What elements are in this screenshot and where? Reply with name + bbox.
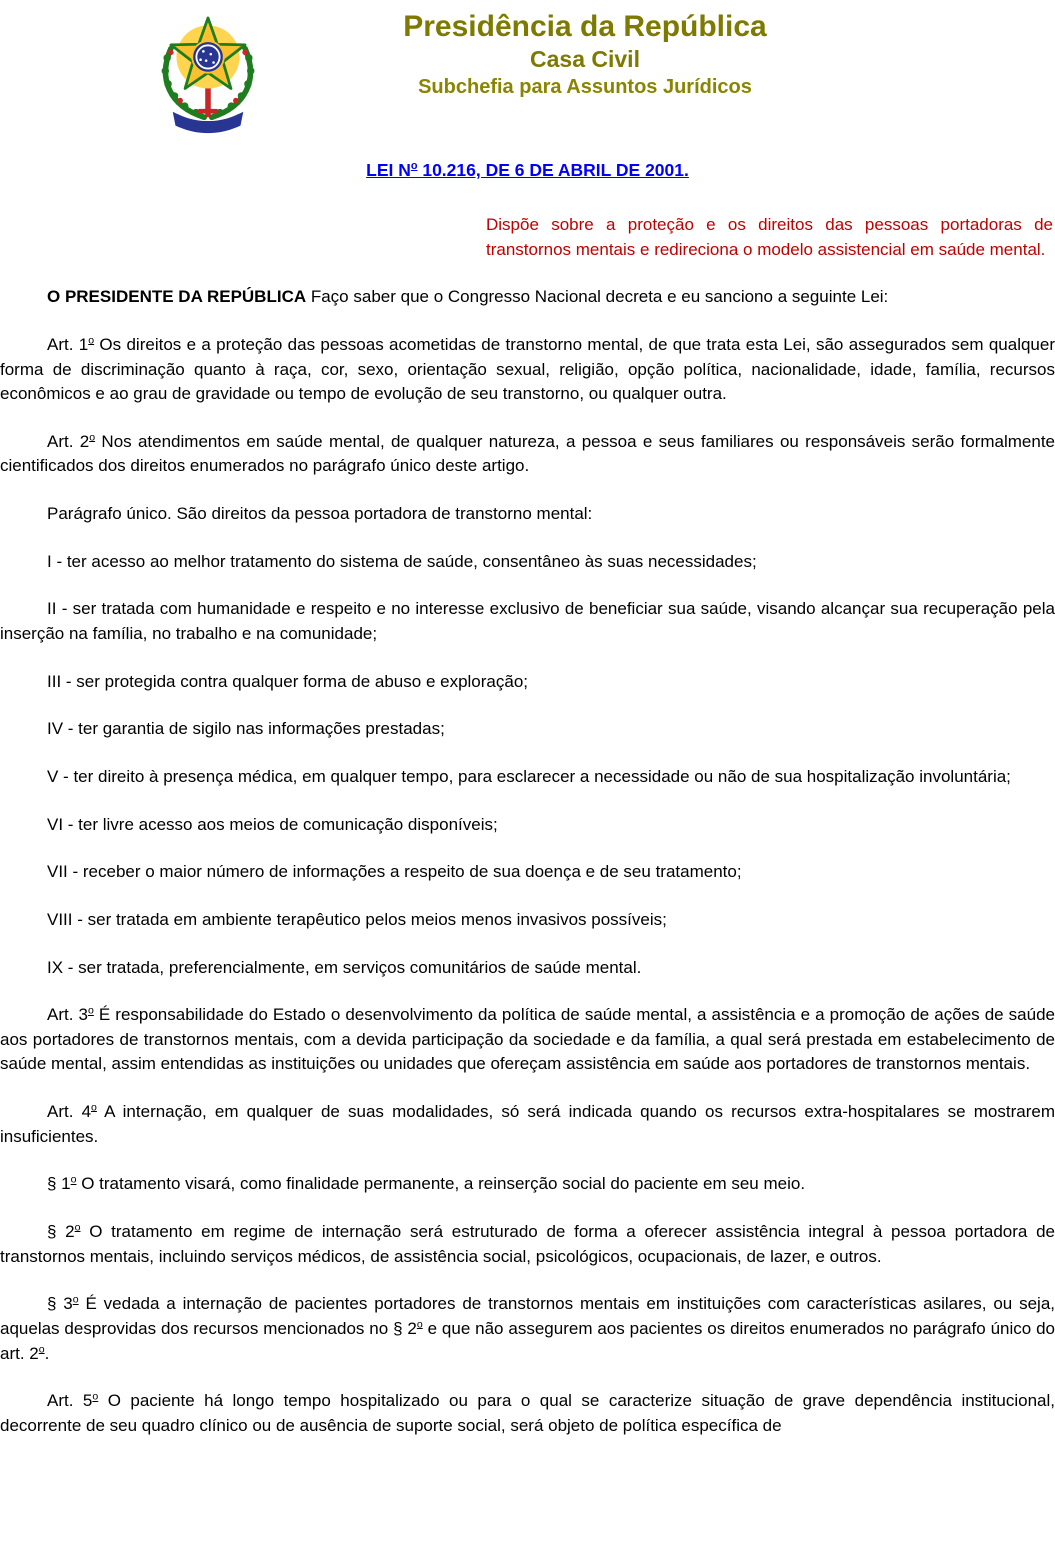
law-epigraph: Dispõe sobre a proteção e os direitos das pessoas portadoras de transtornos mentais e redireciona o modelo assistencial em saúde mental. xyxy=(486,215,1053,259)
paragraph-art-5: Art. 5$^o$ O paciente há longo tempo hospitalizado ou para o qual se caracterize situação de grave dependência institucional, decorrente de seu quadro clínico ou de ausência de suporte social, será objeto de política específica de xyxy=(0,1390,1055,1435)
paragraph-item-vi: VI - ter livre acesso aos meios de comunicação disponíveis; xyxy=(47,814,498,834)
paragraph-item-ii: II - ser tratada com humanidade e respeito e no interesse exclusivo de beneficiar sua saúde, visando alcançar sua recuperação pela inserção na família, no trabalho e na comunidade; xyxy=(0,599,1055,644)
paragraph-art-4-par-2: § 2$^o$ O tratamento em regime de internação será estruturado de forma a oferecer assistência integral à pessoa portadora de transtornos mentais, incluindo serviços médicos, de assistência social, psicológicos, ocupacionais, de lazer, e outros. xyxy=(0,1221,1055,1266)
paragraph-preamble: O PRESIDENTE DA REPÚBLICA Faço saber que o Congresso Nacional decreta e eu sanciono a seguinte Lei: xyxy=(47,287,889,307)
paragraph-item-viii: VIII - ser tratada em ambiente terapêutico pelos meios menos invasivos possíveis; xyxy=(47,909,667,929)
header-line-subchefia: Subchefia para Assuntos Jurídicos xyxy=(418,76,752,99)
paragraph-art-4: Art. 4$^o$ A internação, em qualquer de suas modalidades, só será indicada quando os recursos extra-hospitalares se mostrarem insuficientes. xyxy=(0,1101,1055,1146)
paragraph-item-vii: VII - receber o maior número de informações a respeito de sua doença e de seu tratamento; xyxy=(47,862,742,882)
brazil-coat-of-arms-icon xyxy=(152,4,264,134)
paragraph-art-4-par-1: § 1$^o$ O tratamento visará, como finalidade permanente, a reinserção social do paciente em seu meio. xyxy=(47,1173,806,1194)
paragraph-item-iv: IV - ter garantia de sigilo nas informações prestadas; xyxy=(47,719,445,739)
paragraph-art-4-par-3: § 3$^o$ É vedada a internação de pacientes portadores de transtornos mentais em instituições com características asilares, ou seja, aquelas desprovidas dos recursos mencionados no § 2$^o$ e que não assegurem aos pacientes os direitos enumerados no parágrafo único do art. 2$^o$. xyxy=(0,1293,1055,1363)
law-title-link[interactable]: LEI $N^o$ 10.216, DE 6 DE ABRIL DE 2001. xyxy=(366,160,689,180)
paragraph-paragrafo-unico: Parágrafo único. São direitos da pessoa portadora de transtorno mental: xyxy=(47,504,593,524)
paragraph-item-i: I - ter acesso ao melhor tratamento do sistema de saúde, consentâneo às suas necessidades; xyxy=(47,551,757,571)
paragraph-art-1: Art. 1$^o$ Os direitos e a proteção das pessoas acometidas de transtorno mental, de que trata esta Lei, são assegurados sem qualquer forma de discriminação quanto à raça, cor, sexo, orientação sexual, religião, opção política, nacionalidade, idade, família, recursos econômicos e ao grau de gravidade ou tempo de evolução de seu transtorno, ou qualquer outra. xyxy=(0,334,1055,404)
header-line-presidencia: Presidência da República xyxy=(403,10,767,43)
paragraph-item-iii: III - ser protegida contra qualquer forma de abuso e exploração; xyxy=(47,671,529,691)
document-body xyxy=(0,285,1055,1438)
law-title-row xyxy=(0,160,1055,181)
header-line-casa-civil: Casa Civil xyxy=(530,45,640,72)
paragraph-item-v: V - ter direito à presença médica, em qualquer tempo, para esclarecer a necessidade ou não de sua hospitalização involuntária; xyxy=(47,766,1011,786)
document-header xyxy=(0,0,1055,138)
paragraph-art-3: Art. 3$^o$ É responsabilidade do Estado o desenvolvimento da política de saúde mental, a assistência e a promoção de ações de saúde aos portadores de transtornos mentais, com a devida participação da sociedade e da família, a qual será prestada em estabelecimento de saúde mental, assim entendidas as instituições ou unidades que ofereçam assistência em saúde aos portadores de transtornos mentais. xyxy=(0,1004,1055,1074)
paragraph-item-ix: IX - ser tratada, preferencialmente, em serviços comunitários de saúde mental. xyxy=(47,957,642,977)
paragraph-art-2: Art. 2$^o$ Nos atendimentos em saúde mental, de qualquer natureza, a pessoa e seus familiares ou responsáveis serão formalmente cientificados dos direitos enumerados no parágrafo único deste artigo. xyxy=(0,431,1055,476)
